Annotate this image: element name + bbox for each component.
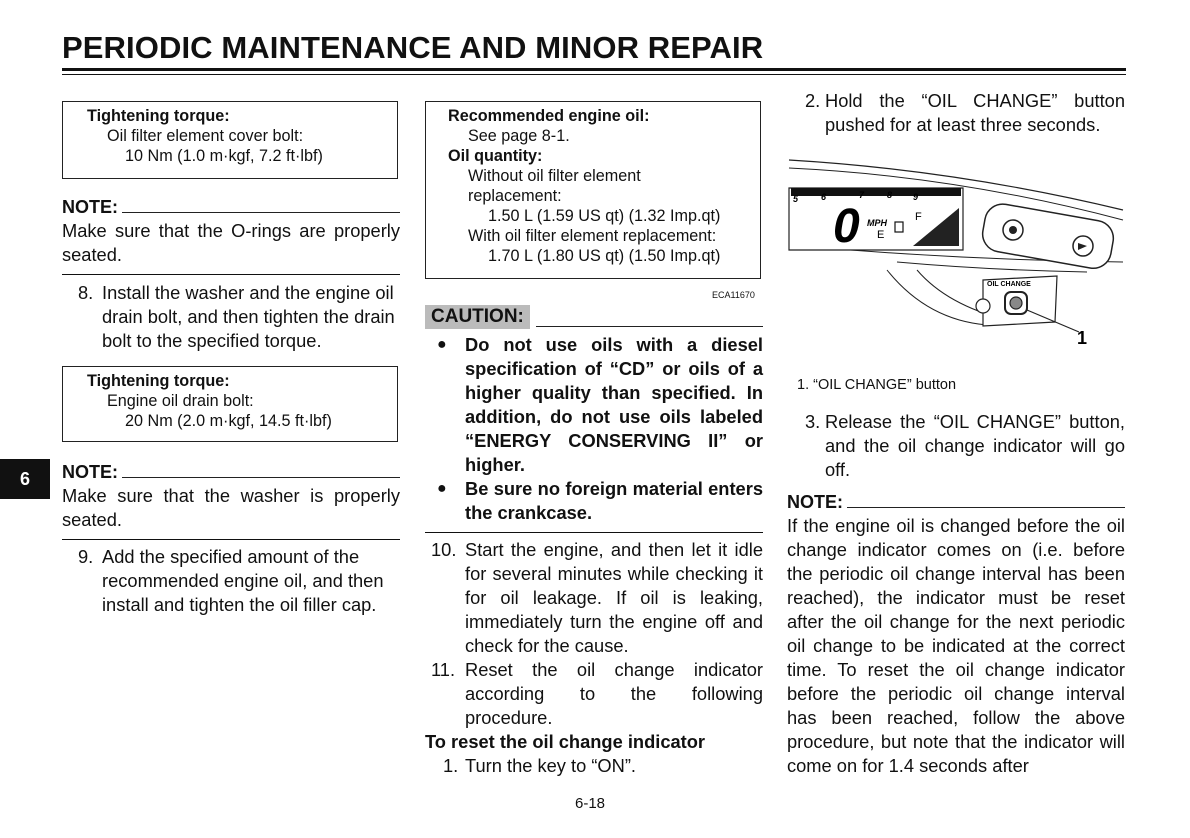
indicator-lamp	[976, 299, 990, 313]
with-filter-label: With oil filter element replacement:	[468, 227, 717, 245]
note-text: Make sure that the washer is properly seated.	[62, 485, 400, 530]
torque-heading: Tightening torque:	[87, 107, 230, 125]
mph-label: MPH	[867, 218, 887, 228]
step-text: Start the engine, and then let it idle for several minutes while checking it for oil leakage. If oil is leaking, immediately turn the engine off and check for the cause.	[465, 539, 763, 656]
step-text: Hold the “OIL CHANGE” button pushed for at least three seconds.	[825, 90, 1125, 135]
step-number: 9.	[78, 546, 94, 567]
torque-value: 20 Nm (2.0 m·kgf, 14.5 ft·lbf)	[125, 412, 332, 430]
instrument-figure	[787, 150, 1125, 375]
step-text: Reset the oil change indicator according to the following procedure.	[465, 659, 763, 728]
step-10	[425, 538, 763, 658]
without-filter-value: 1.50 L (1.59 US qt) (1.32 Imp.qt)	[488, 207, 721, 225]
chapter-number: 6	[19, 468, 30, 489]
oil-quantity-heading: Oil quantity:	[448, 147, 543, 165]
caution-label: CAUTION:	[425, 305, 530, 329]
note-end-rule	[62, 539, 400, 540]
tach-bar	[791, 188, 961, 196]
reset-step-1	[425, 754, 763, 778]
recommended-oil-value: See page 8-1.	[468, 127, 570, 145]
note-rule	[847, 507, 1125, 508]
without-filter-label: Without oil filter element replacement:	[468, 167, 641, 205]
torque-box-oil-filter	[62, 101, 398, 179]
fuel-e: E	[877, 229, 885, 241]
reset-heading: To reset the oil change indicator	[425, 731, 706, 752]
reset-step-3	[787, 410, 1125, 482]
caution-end-rule	[425, 532, 763, 533]
with-filter-value: 1.70 L (1.80 US qt) (1.50 Imp.qt)	[488, 247, 721, 265]
step-number: 8.	[78, 282, 94, 303]
caution-code: ECA11670	[712, 290, 755, 300]
caution-block	[425, 305, 763, 525]
step-number: 1.	[443, 755, 459, 776]
tach-8: 8	[887, 190, 893, 200]
oil-change-button-center	[1010, 297, 1022, 309]
title-rule-thin	[62, 74, 1126, 75]
select-button-inner	[1009, 226, 1017, 234]
page-number: 6-18	[575, 795, 606, 812]
note-heading: NOTE:	[62, 197, 118, 217]
step-number: 10.	[431, 539, 457, 560]
housing-curve	[887, 270, 987, 325]
note-rule	[122, 212, 400, 213]
step-number: 2.	[805, 90, 821, 111]
step-number: 3.	[805, 411, 821, 432]
step-text: Add the specified amount of the recommended engine oil, and then install and tighten the oil filler cap.	[102, 546, 384, 615]
note-washer	[62, 460, 400, 532]
note-rule	[122, 477, 400, 478]
torque-heading: Tightening torque:	[87, 372, 230, 390]
torque-item: Engine oil drain bolt:	[107, 392, 254, 410]
note-heading: NOTE:	[62, 462, 118, 482]
tach-9: 9	[913, 192, 919, 202]
speed-digit: 0	[833, 200, 860, 253]
caution-list	[425, 333, 763, 525]
caution-bullet-foreign: ● Be sure no foreign material enters the crankcase.	[425, 477, 763, 525]
step-text: Turn the key to “ON”.	[465, 755, 637, 776]
torque-item: Oil filter element cover bolt:	[107, 127, 304, 145]
step-number: 11.	[431, 659, 456, 680]
step-8	[62, 281, 400, 353]
step-text: Install the washer and the engine oil drain bolt, and then tighten the drain bolt to the specified torque.	[102, 282, 395, 351]
fuel-f: F	[915, 211, 922, 223]
page-title: PERIODIC MAINTENANCE AND MINOR REPAIR	[62, 30, 764, 65]
title-rule	[62, 68, 1126, 71]
torque-value: 10 Nm (1.0 m·kgf, 7.2 ft·lbf)	[125, 147, 323, 165]
control-pod	[980, 201, 1116, 271]
oil-change-label: OIL CHANGE	[987, 281, 1031, 288]
tach-7: 7	[859, 190, 865, 200]
note-end-rule	[62, 274, 400, 275]
note-text: Make sure that the O-rings are properly seated.	[62, 220, 400, 265]
recommended-oil-heading: Recommended engine oil:	[448, 107, 650, 125]
caution-bullet-diesel: ● Do not use oils with a diesel specification of “CD” or oils of a higher quality than specified. In addition, do not use oils labeled “ENERGY CONSERVING II” or higher.	[425, 333, 763, 477]
step-11	[425, 658, 763, 730]
note-text: If the engine oil is changed before the oil change indicator comes on (i.e. before the periodic oil change interval has been reached), the indicator must be reset after the oil change for the next periodic oil change to be indicated at the correct time. To reset the oil change indicator before the periodic oil change interval has been reached, follow the above procedure, but note that the indicator will come on for 1.4 seconds after	[787, 515, 1125, 776]
callout-number: 1	[1077, 328, 1088, 348]
note-heading: NOTE:	[787, 492, 843, 512]
caution-rule	[536, 326, 763, 327]
housing-lower-2	[897, 262, 1087, 272]
tach-6: 6	[821, 192, 827, 202]
torque-box-drain-bolt	[62, 366, 398, 442]
step-9	[62, 545, 400, 617]
step-text: Release the “OIL CHANGE” button, and the oil change indicator will go off.	[825, 411, 1125, 480]
figure-caption: 1. “OIL CHANGE” button	[797, 377, 957, 393]
note-orings	[62, 195, 400, 267]
chapter-tab	[0, 459, 50, 499]
oil-spec-box	[425, 101, 761, 279]
note-early-change	[787, 490, 1125, 778]
reset-step-2	[787, 89, 1125, 137]
tach-5: 5	[793, 194, 799, 204]
